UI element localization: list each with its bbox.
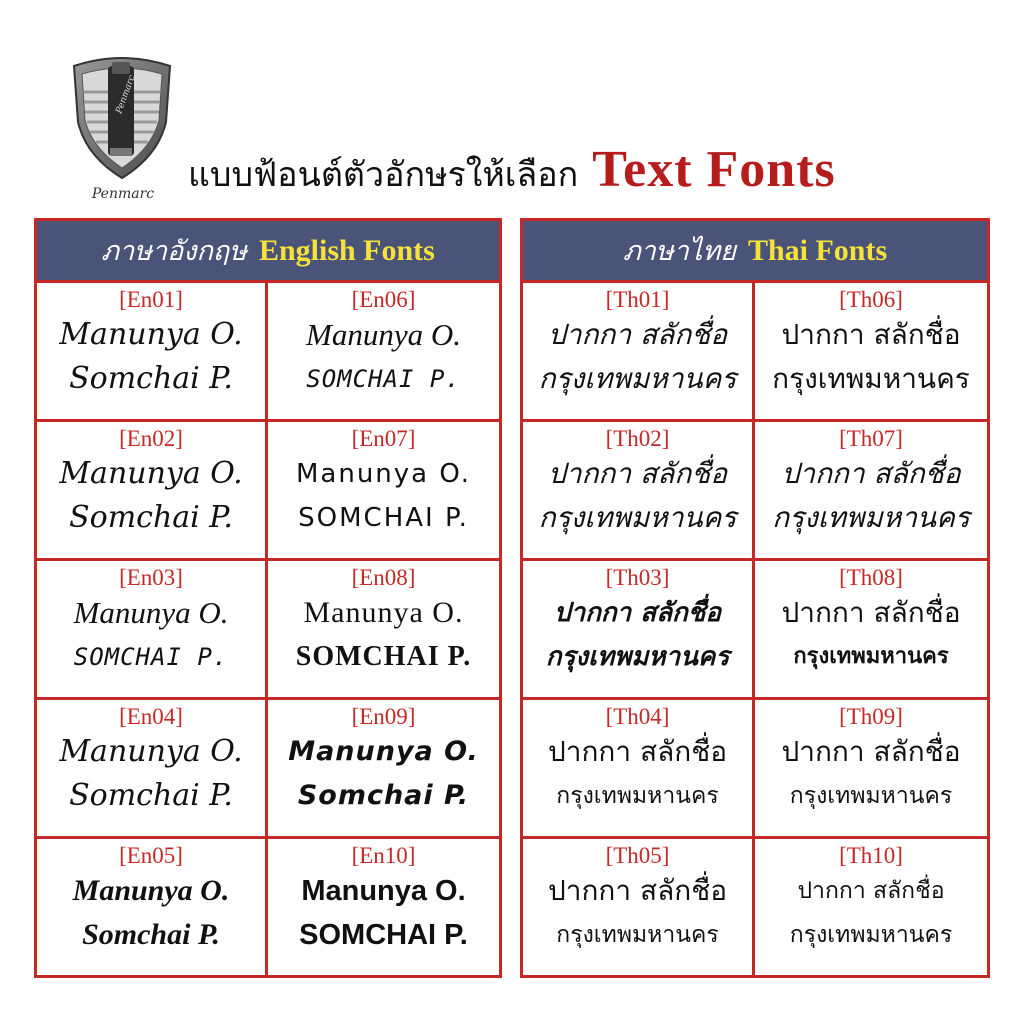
page-headline bbox=[188, 140, 1008, 204]
font-sample-th04[interactable] bbox=[523, 700, 755, 839]
sample-line-2: Somchai P. bbox=[69, 500, 233, 535]
thai-header-thai: ภาษาไทย bbox=[622, 236, 736, 267]
sample-line-2: SOMCHAI P. bbox=[295, 641, 472, 672]
font-code: [En08] bbox=[351, 565, 416, 590]
sample-line-2: Somchai P. bbox=[297, 780, 470, 811]
font-code: [En03] bbox=[119, 565, 183, 590]
headline-english: Text Fonts bbox=[592, 141, 836, 198]
sample-line-1: ปากกา สลักชื่อ bbox=[553, 598, 722, 628]
font-sample-en04[interactable] bbox=[37, 700, 268, 839]
sample-line-2: กรุงเทพมหานคร bbox=[556, 922, 719, 948]
font-sample-th09[interactable] bbox=[755, 700, 987, 839]
sample-line-1: Manunya O. bbox=[59, 456, 243, 491]
font-code: [En09] bbox=[351, 704, 416, 729]
font-code: [Th09] bbox=[839, 704, 903, 729]
sample-line-1: ปากกา สลักชื่อ bbox=[781, 318, 961, 351]
english-fonts-header bbox=[37, 221, 499, 283]
font-code: [En02] bbox=[119, 426, 183, 451]
font-code: [Th01] bbox=[605, 287, 670, 312]
font-code: [Th07] bbox=[839, 426, 903, 451]
font-code: [En10] bbox=[351, 843, 416, 868]
sample-line-1: ปากกา สลักชื่อ bbox=[547, 457, 728, 490]
sample-line-2: กรุงเทพมหานคร bbox=[538, 501, 737, 534]
font-sample-th10[interactable] bbox=[755, 839, 987, 975]
thai-fonts-header bbox=[523, 221, 987, 283]
font-code: [Th06] bbox=[839, 287, 903, 312]
sample-line-1: Manunya O. bbox=[301, 875, 466, 907]
font-code: [Th10] bbox=[839, 843, 903, 868]
sample-line-1: Manunya O. bbox=[303, 596, 464, 629]
font-sample-en09[interactable] bbox=[268, 700, 499, 839]
font-code: [En05] bbox=[119, 843, 183, 868]
font-sample-en05[interactable] bbox=[37, 839, 268, 975]
sample-line-1: Manunya O. bbox=[59, 734, 243, 769]
sample-line-1: Manunya O. bbox=[295, 459, 472, 489]
sample-line-1: Manunya O. bbox=[72, 874, 230, 907]
font-sample-th02[interactable] bbox=[523, 422, 755, 561]
sample-line-1: ปากกา สลักชื่อ bbox=[797, 878, 945, 904]
font-code: [En06] bbox=[351, 287, 416, 312]
font-code: [En07] bbox=[351, 426, 416, 451]
font-sample-th08[interactable] bbox=[755, 561, 987, 700]
font-sample-en06[interactable] bbox=[268, 283, 499, 422]
headline-thai: แบบฟ้อนต์ตัวอักษรให้เลือก bbox=[188, 155, 579, 195]
english-header-english: English Fonts bbox=[258, 233, 435, 267]
font-sample-en07[interactable] bbox=[268, 422, 499, 561]
sample-line-2: กรุงเทพมหานคร bbox=[772, 362, 970, 395]
sample-line-1: ปากกา สลักชื่อ bbox=[781, 596, 961, 629]
brand-name: Penmarc bbox=[91, 186, 155, 202]
font-sample-th03[interactable] bbox=[523, 561, 755, 700]
font-sample-th05[interactable] bbox=[523, 839, 755, 975]
font-code: [Th04] bbox=[605, 704, 670, 729]
sample-line-1: ปากกา สลักชื่อ bbox=[547, 318, 728, 351]
penmarc-shield-logo bbox=[70, 52, 174, 180]
sample-line-2: Somchai P. bbox=[82, 918, 220, 951]
sample-line-1: Manunya O. bbox=[73, 595, 229, 630]
sample-line-2: กรุงเทพมหานคร bbox=[538, 362, 737, 395]
sample-line-1: ปากกา สลักชื่อ bbox=[781, 457, 961, 490]
sample-line-1: Manunya O. bbox=[288, 736, 479, 767]
thai-fonts-table bbox=[520, 218, 990, 978]
sample-line-2: Somchai P. bbox=[69, 361, 233, 396]
font-sample-en01[interactable] bbox=[37, 283, 268, 422]
font-sample-en02[interactable] bbox=[37, 422, 268, 561]
font-sample-en03[interactable] bbox=[37, 561, 268, 700]
sample-line-1: Manunya O. bbox=[306, 317, 461, 352]
sample-line-2: กรุงเทพมหานคร bbox=[789, 783, 953, 809]
font-code: [En01] bbox=[119, 287, 183, 312]
sample-line-1: Manunya O. bbox=[59, 317, 243, 352]
english-header-thai: ภาษาอังกฤษ bbox=[101, 236, 247, 267]
sample-line-1: ปากกา สลักชื่อ bbox=[547, 874, 728, 907]
font-sample-th06[interactable] bbox=[755, 283, 987, 422]
sample-line-1: ปากกา สลักชื่อ bbox=[781, 735, 961, 768]
font-code: [Th02] bbox=[605, 426, 670, 451]
font-code: [En04] bbox=[119, 704, 183, 729]
font-sample-th01[interactable] bbox=[523, 283, 755, 422]
sample-line-1: ปากกา สลักชื่อ bbox=[547, 735, 728, 768]
thai-header-english: Thai Fonts bbox=[747, 233, 888, 267]
sample-line-2: Somchai P. bbox=[69, 778, 233, 813]
sample-line-2: SOMCHAI P. bbox=[73, 643, 229, 671]
font-code: [Th03] bbox=[605, 565, 670, 590]
sample-line-2: กรุงเทพมหานคร bbox=[772, 501, 970, 534]
sample-line-2: กรุงเทพมหานคร bbox=[556, 783, 719, 809]
sample-line-2: SOMCHAI P. bbox=[306, 365, 461, 393]
sample-line-2: กรุงเทพมหานคร bbox=[793, 644, 949, 669]
font-sample-en08[interactable] bbox=[268, 561, 499, 700]
font-sample-th07[interactable] bbox=[755, 422, 987, 561]
sample-line-2: SOMCHAI P. bbox=[299, 919, 468, 951]
font-sample-en10[interactable] bbox=[268, 839, 499, 975]
svg-text:Penmarc: Penmarc bbox=[114, 73, 138, 116]
font-code: [Th08] bbox=[839, 565, 903, 590]
english-fonts-table bbox=[34, 218, 502, 978]
font-code: [Th05] bbox=[605, 843, 670, 868]
sample-line-2: กรุงเทพมหานคร bbox=[545, 642, 730, 672]
sample-line-2: กรุงเทพมหานคร bbox=[789, 922, 953, 948]
sample-line-2: SOMCHAI P. bbox=[298, 503, 469, 533]
